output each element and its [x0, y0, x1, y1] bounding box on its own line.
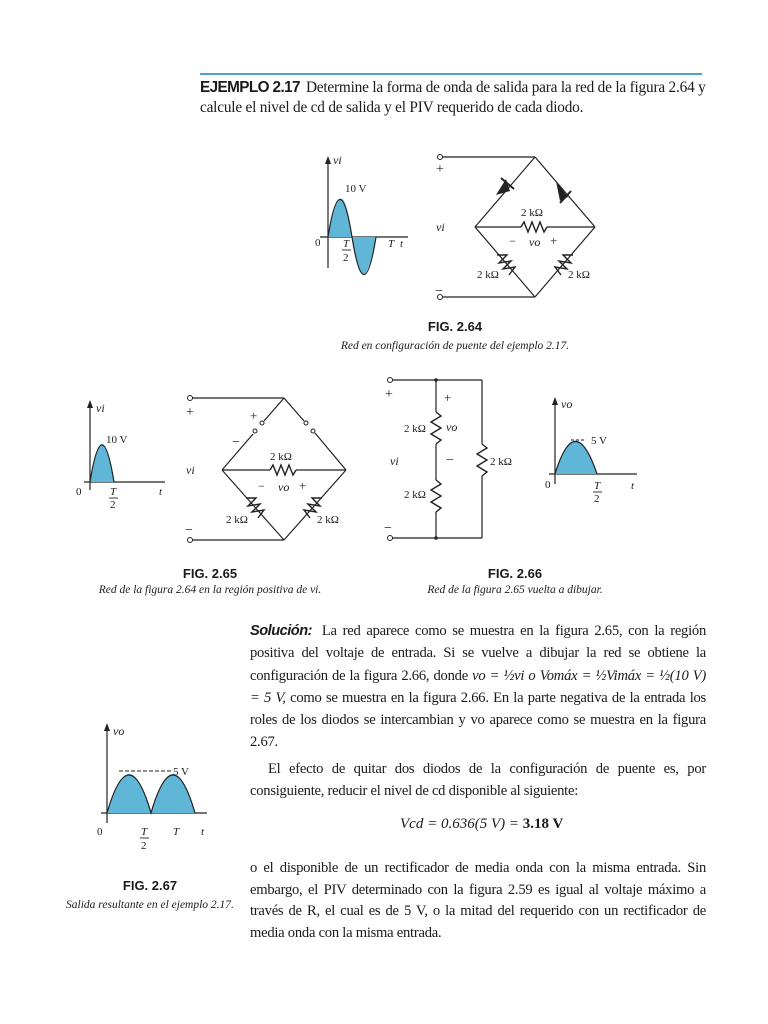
- fig265-half-T: T: [110, 486, 117, 498]
- fig265-caption: Red de la figura 2.64 en la región positiva de vi.: [98, 584, 322, 596]
- solution-p1a: La red aparece como se muestra en la figura 2.65, con la región positiva del voltaje de entrada. Si se vuelve a dibujar la red se obtiene la configuración de la figura 2.66, donde: [250, 623, 706, 684]
- fig265-title: FIG. 2.65: [182, 566, 238, 581]
- fig267-vo-label: vo: [113, 724, 125, 738]
- fig266-t: t: [631, 480, 635, 492]
- fig266-resistor-3: [477, 444, 487, 476]
- fig266-resistor-1: [431, 412, 441, 444]
- fig265-vo-minus: −: [258, 479, 265, 493]
- vcd-equation: [400, 816, 563, 833]
- fig266-minus: −: [384, 521, 392, 536]
- fig266-half-den: 2: [594, 493, 600, 505]
- fig264-bridge-circuit: [425, 145, 625, 310]
- fig266-vo-label: vo: [561, 397, 573, 411]
- fig267-half-T: T: [141, 826, 148, 838]
- solution-p1b: como se muestra en la figura 2.66. En la parte negativa de la entrada los roles de los diodos se intercambian y vo aparece como se muestra en la figura 2.67.: [250, 689, 706, 751]
- fig264-resistor-top: [521, 222, 547, 232]
- fig265-minus: −: [185, 523, 193, 538]
- fig266-resistor-2: [431, 480, 441, 512]
- fig265-zero: 0: [76, 486, 82, 498]
- fig266-vi: vi: [390, 454, 399, 468]
- fig264-vo-plus: +: [550, 233, 558, 248]
- fig264-amp-label: 10 V: [345, 183, 367, 195]
- fig266-output-waveform: [535, 392, 645, 507]
- fig265-plus: +: [186, 405, 194, 420]
- fig265-vi: vi: [186, 463, 195, 477]
- fig267-half-den: 2: [141, 840, 147, 852]
- example-text: Determine la forma de onda de salida para la red de la figura 2.64 y calcule el nivel de cd de salida y el PIV requerido de cada diodo.: [200, 79, 706, 116]
- fig264-T: T: [388, 238, 395, 250]
- vcd-eq-result: 3.18 V: [522, 816, 564, 832]
- solution-p3: o el disponible de un rectificador de media onda con la misma entrada. Sin embargo, el PIV determinado con la figura 2.59 es igual al voltaje máximo a través de R, el cual es de 5 V, o la mitad del requerido con un rectificador de media onda con la misma entrada.: [250, 860, 706, 941]
- vcd-eq-lhs: Vcd = 0.636(5 V) =: [400, 816, 519, 832]
- fig265-t: t: [159, 486, 163, 498]
- fig265-input-waveform: [70, 398, 180, 511]
- fig266-r1-label: 2 kΩ: [404, 423, 426, 435]
- fig265-inner-minus: −: [232, 435, 240, 450]
- fig265-bridge-circuit: [180, 390, 360, 550]
- fig264-zero: 0: [315, 237, 321, 249]
- fig265-half-den: 2: [110, 499, 116, 511]
- fig264-diode1: [496, 179, 510, 195]
- solution-p2: El efecto de quitar dos diodos de la configuración de puente es, por consiguiente, reducir el nivel de cd disponible al siguiente:: [250, 760, 706, 800]
- fig264-r-top-label: 2 kΩ: [521, 207, 543, 219]
- fig264-input-waveform: [300, 150, 430, 280]
- fig264-half-T: T: [343, 238, 350, 250]
- fig265-r-top-label: 2 kΩ: [270, 451, 292, 463]
- fig264-vo-minus: −: [509, 234, 516, 248]
- fig264-vo: vo: [529, 235, 541, 249]
- solution-body: [250, 620, 706, 802]
- fig266-r2-label: 2 kΩ: [404, 489, 426, 501]
- fig267-zero: 0: [97, 826, 103, 838]
- fig264-diode2: [556, 181, 568, 201]
- fig266-vo-minus: −: [446, 453, 454, 468]
- fig265-r-left-label: 2 kΩ: [226, 514, 248, 526]
- fig265-inner-plus: +: [250, 408, 258, 423]
- fig264-t: t: [400, 238, 404, 250]
- fig266-caption: Red de la figura 2.65 vuelta a dibujar.: [427, 584, 603, 596]
- fig264-minus: −: [435, 284, 443, 299]
- fig264-r-left-label: 2 kΩ: [477, 269, 499, 281]
- fig264-r-right-label: 2 kΩ: [568, 269, 590, 281]
- fig265-vo-plus: +: [299, 478, 307, 493]
- fig265-vo: vo: [278, 480, 290, 494]
- fig266-half-T: T: [594, 480, 601, 492]
- fig266-vo: vo: [446, 420, 458, 434]
- header-rule: [200, 73, 702, 75]
- fig266-vo-plus: +: [444, 390, 452, 405]
- fig264-vi-label: vi: [333, 153, 342, 167]
- fig266-r3-label: 2 kΩ: [490, 456, 512, 468]
- fig267-t: t: [201, 826, 205, 838]
- fig267-title: FIG. 2.67: [122, 878, 178, 893]
- example-label: EJEMPLO 2.17: [200, 79, 300, 96]
- fig266-plus: +: [385, 387, 393, 402]
- fig264-vi: vi: [436, 220, 445, 234]
- fig266-redrawn-circuit: [378, 372, 528, 547]
- fig266-title: FIG. 2.66: [487, 566, 543, 581]
- solution-p1-eq: vo = ½vi o Vomáx = ½Vimáx = ½(10 V) = 5 V,: [250, 667, 706, 706]
- fig264-half-den: 2: [343, 252, 349, 264]
- solution-label: Solución:: [250, 623, 312, 639]
- fig267-output-waveform: [85, 715, 215, 855]
- fig264-caption: Red en configuración de puente del ejemplo 2.17.: [340, 340, 570, 352]
- fig265-r-right-label: 2 kΩ: [317, 514, 339, 526]
- fig266-zero: 0: [545, 479, 551, 491]
- fig264-plus: +: [436, 162, 444, 177]
- fig265-resistor-top: [270, 465, 296, 475]
- fig267-amp-label: 5 V: [173, 766, 189, 778]
- fig264-resistor-left: [497, 255, 515, 275]
- fig265-amp-label: 10 V: [106, 434, 128, 446]
- fig266-amp-label: 5 V: [591, 435, 607, 447]
- fig264-title: FIG. 2.64: [427, 319, 483, 334]
- fig267-T: T: [173, 826, 180, 838]
- fig265-vi-label: vi: [96, 401, 105, 415]
- example-statement: [200, 78, 710, 118]
- fig267-caption: Salida resultante en el ejemplo 2.17.: [66, 899, 234, 911]
